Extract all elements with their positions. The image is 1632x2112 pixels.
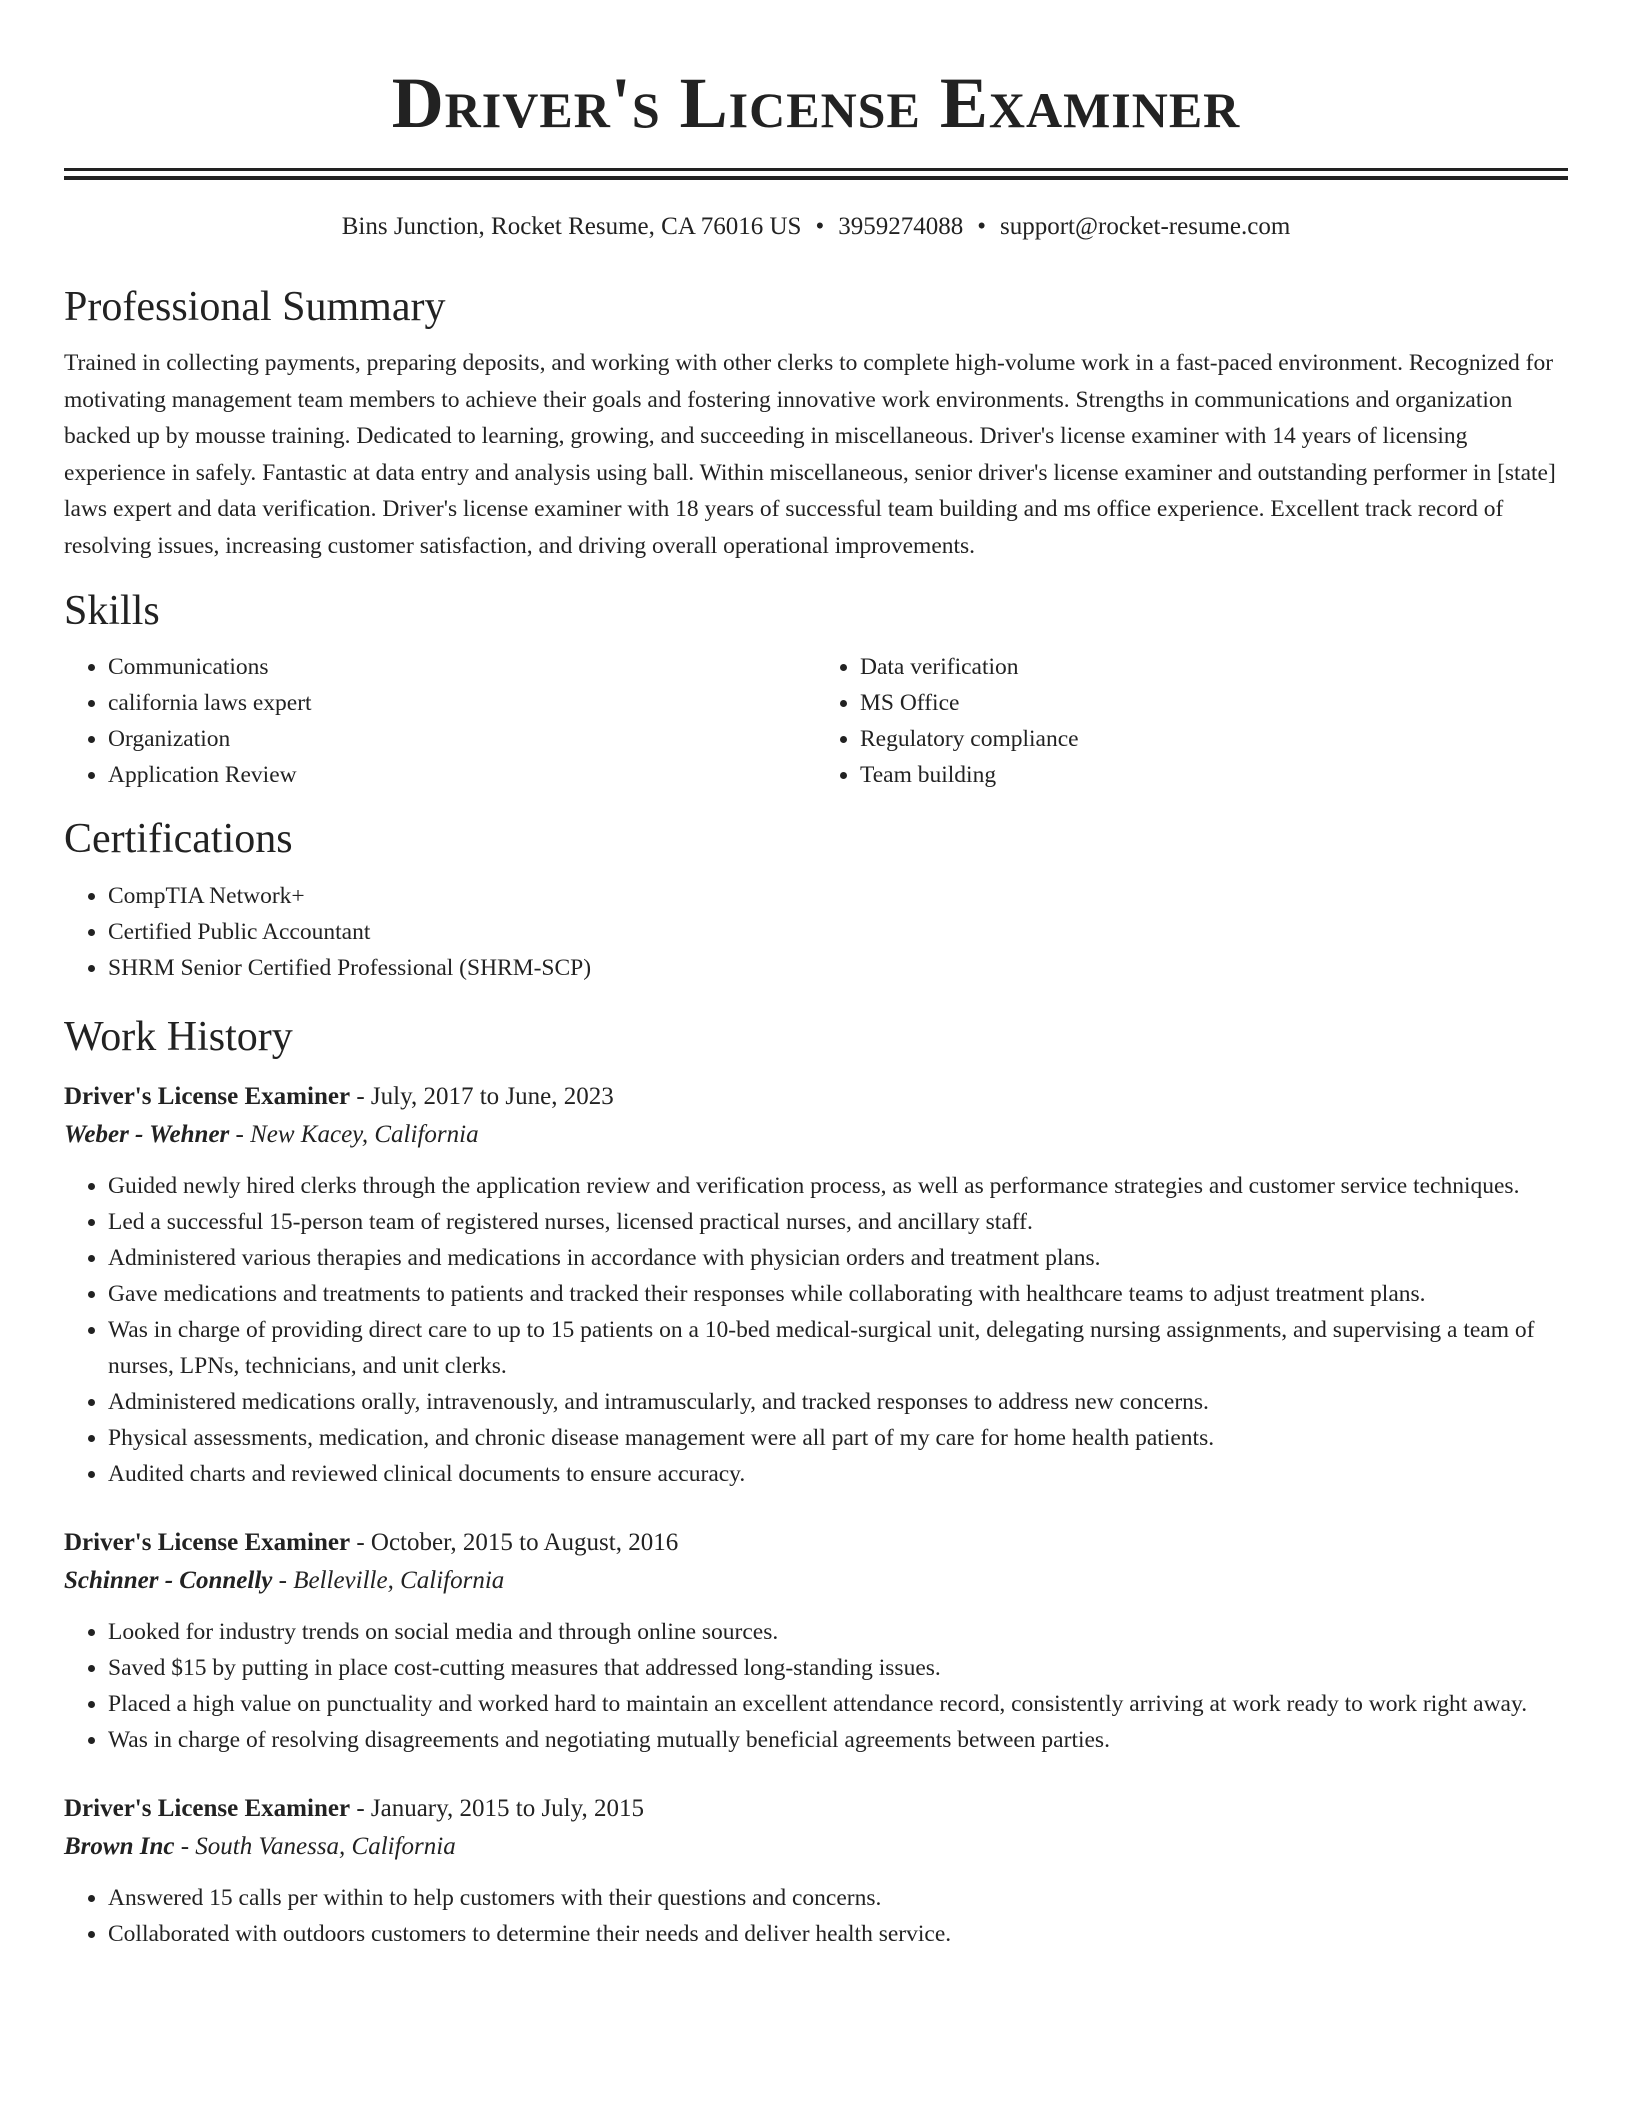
skill-item: • Communications <box>108 649 816 685</box>
skill-item: • MS Office <box>860 685 1568 721</box>
job-company-line <box>64 1116 1568 1154</box>
job-bullet: • Answered 15 calls per within to help customers with their questions and concerns. <box>108 1880 1568 1916</box>
skill-item: • Regulatory compliance <box>860 721 1568 757</box>
job-bullet: • Audited charts and reviewed clinical documents to ensure accuracy. <box>108 1456 1568 1492</box>
summary-text: Trained in collecting payments, preparing deposits, and working with other clerks to complete high-volume work in a fast-paced environment. Recognized for motivating management team members to achieve their goals and fostering innovative work environments. Strengths in communications and organization backed up by mousse training. Dedicated to learning, growing, and succeeding in miscellaneous. Driver's license examiner with 14 years of licensing experience in safely. Fantastic at data entry and analysis using ball. Within miscellaneous, senior driver's license examiner and outstanding performer in [state] laws expert and data verification. Driver's license examiner with 18 years of successful team building and ms office experience. Excellent track record of resolving issues, increasing customer satisfaction, and driving overall operational improvements. <box>64 350 1556 559</box>
certifications-heading: Certifications <box>64 816 293 862</box>
work-history-heading: Work History <box>64 1014 293 1060</box>
job-bullet: • Guided newly hired clerks through the application review and verification process, as well as performance strategies and customer service techniques. <box>108 1168 1568 1204</box>
skill-item: • Application Review <box>108 757 816 793</box>
job-bullet: • Collaborated with outdoors customers to determine their needs and deliver health service. <box>108 1916 1568 1952</box>
contact-email: support@rocket-resume.com <box>999 213 1291 240</box>
job-entry <box>64 1524 1568 1758</box>
job-bullets <box>64 1614 1568 1758</box>
certification-item: • Certified Public Accountant <box>108 914 1568 950</box>
summary-heading: Professional Summary <box>64 284 446 330</box>
job-bullets <box>64 1880 1568 1952</box>
job-bullet: • Gave medications and treatments to patients and tracked their responses while collaborating with healthcare teams to adjust treatment plans. <box>108 1276 1568 1312</box>
job-company: Schinner - Connelly <box>64 1567 273 1594</box>
job-location: - Belleville, California <box>272 1567 505 1594</box>
job-bullet: • Physical assessments, medication, and chronic disease management were all part of my care for home health patients. <box>108 1420 1568 1456</box>
job-bullet: • Was in charge of providing direct care to up to 15 patients on a 10-bed medical-surgical unit, delegating nursing assignments, and supervising a team of nurses, LPNs, technicians, and unit clerks. <box>108 1312 1568 1384</box>
skill-item: • Data verification <box>860 649 1568 685</box>
job-bullet: • Administered various therapies and medications in accordance with physician orders and treatment plans. <box>108 1240 1568 1276</box>
job-bullet: • Saved $15 by putting in place cost-cutting measures that addressed long-standing issues. <box>108 1650 1568 1686</box>
job-dates: - July, 2017 to June, 2023 <box>350 1083 614 1110</box>
job-location: - South Vanessa, California <box>174 1833 456 1860</box>
contact-separator: • <box>977 213 986 240</box>
job-bullet: • Led a successful 15-person team of registered nurses, licensed practical nurses, and ancillary staff. <box>108 1204 1568 1240</box>
job-location: - New Kacey, California <box>229 1121 479 1148</box>
contact-line <box>64 210 1568 244</box>
job-company-line <box>64 1562 1568 1600</box>
job-title-line <box>64 1524 1568 1562</box>
job-title-line <box>64 1790 1568 1828</box>
job-entry <box>64 1790 1568 1952</box>
resume-page <box>64 0 1568 1952</box>
candidate-name: Driver's License Examiner <box>391 63 1241 143</box>
skill-item: • Team building <box>860 757 1568 793</box>
job-bullet: • Was in charge of resolving disagreements and negotiating mutually beneficial agreements between parties. <box>108 1722 1568 1758</box>
job-role: Driver's License Examiner <box>64 1529 351 1556</box>
certifications-list <box>64 878 1568 986</box>
certification-item: • SHRM Senior Certified Professional (SHRM-SCP) <box>108 950 1568 986</box>
job-bullets <box>64 1168 1568 1492</box>
job-dates: - October, 2015 to August, 2016 <box>350 1529 679 1556</box>
job-bullet: • Looked for industry trends on social media and through online sources. <box>108 1614 1568 1650</box>
job-company: Brown Inc <box>64 1833 175 1860</box>
header-divider <box>64 168 1568 180</box>
skill-item: • Organization <box>108 721 816 757</box>
job-bullet: • Placed a high value on punctuality and worked hard to maintain an excellent attendance record, consistently arriving at work ready to work right away. <box>108 1686 1568 1722</box>
certification-item: • CompTIA Network+ <box>108 878 1568 914</box>
job-bullet: • Administered medications orally, intravenously, and intramuscularly, and tracked responses to address new concerns. <box>108 1384 1568 1420</box>
skills-column-right <box>816 649 1568 793</box>
contact-phone: 3959274088 <box>838 213 964 240</box>
job-title-line <box>64 1078 1568 1116</box>
skills-list <box>64 649 1568 793</box>
skill-item: • california laws expert <box>108 685 816 721</box>
contact-separator: • <box>815 213 825 240</box>
job-dates: - January, 2015 to July, 2015 <box>350 1795 645 1822</box>
job-company-line <box>64 1828 1568 1866</box>
job-entry <box>64 1078 1568 1492</box>
job-company: Weber - Wehner <box>64 1121 230 1148</box>
skills-heading: Skills <box>64 588 160 634</box>
job-role: Driver's License Examiner <box>64 1083 351 1110</box>
skills-column-left <box>64 649 816 793</box>
job-role: Driver's License Examiner <box>64 1795 351 1822</box>
contact-address: Bins Junction, Rocket Resume, CA 76016 US <box>341 213 802 240</box>
